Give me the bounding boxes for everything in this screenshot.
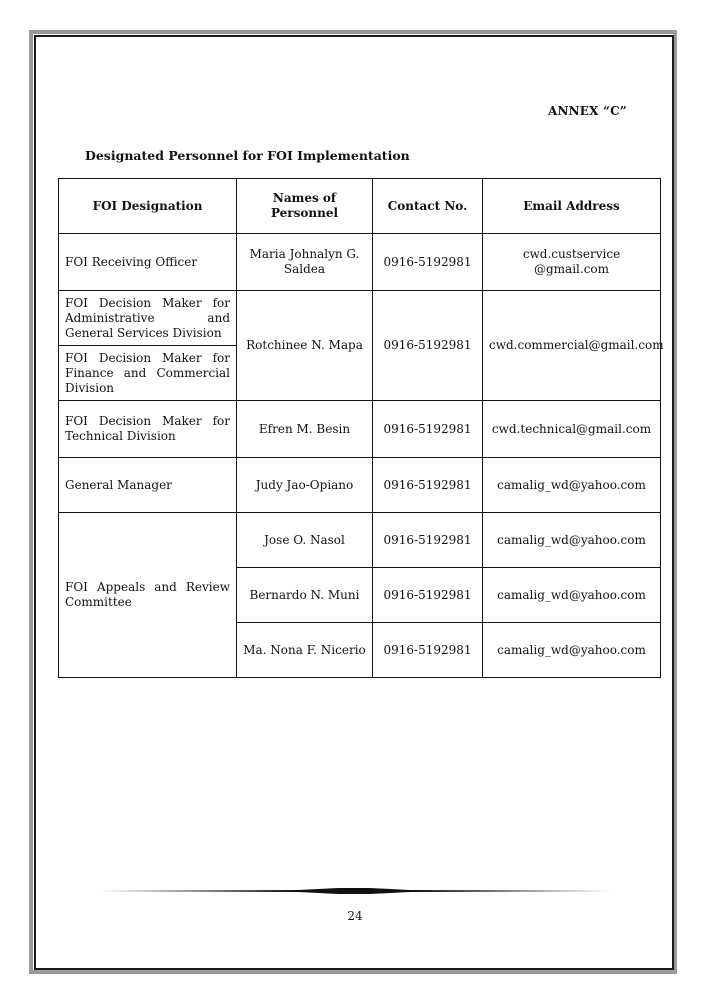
header-foi-designation: FOI Designation <box>59 179 237 234</box>
header-contact-no: Contact No. <box>373 179 483 234</box>
foi-personnel-table <box>58 178 664 678</box>
personnel-name-cell: Judy Jao-Opiano <box>237 458 373 513</box>
email-cell: cwd.custservice @gmail.com <box>483 234 661 291</box>
header-email-address: Email Address <box>483 179 661 234</box>
header-names-of-personnel: Names of Personnel <box>237 179 373 234</box>
personnel-name-cell: Rotchinee N. Mapa <box>237 291 373 401</box>
contact-cell: 0916-5192981 <box>373 513 483 568</box>
contact-cell: 0916-5192981 <box>373 291 483 401</box>
table-row <box>59 401 661 458</box>
designation-cell: FOI Decision Maker for Administrative and General Services Division <box>59 291 237 346</box>
designation-cell: General Manager <box>59 458 237 513</box>
email-cell: camalig_wd@yahoo.com <box>483 623 661 678</box>
designation-cell: FOI Decision Maker for Technical Division <box>59 401 237 458</box>
contact-cell: 0916-5192981 <box>373 568 483 623</box>
designation-cell: FOI Appeals and Review Committee <box>59 513 237 678</box>
table-row <box>59 234 661 291</box>
table-row <box>59 513 661 568</box>
contact-cell: 0916-5192981 <box>373 458 483 513</box>
email-cell: camalig_wd@yahoo.com <box>483 568 661 623</box>
personnel-name-cell: Jose O. Nasol <box>237 513 373 568</box>
contact-cell: 0916-5192981 <box>373 234 483 291</box>
designation-cell: FOI Decision Maker for Finance and Commercial Division <box>59 346 237 401</box>
designation-cell: FOI Receiving Officer <box>59 234 237 291</box>
page-number: 24 <box>347 909 363 923</box>
personnel-name-cell: Efren M. Besin <box>237 401 373 458</box>
email-cell: camalig_wd@yahoo.com <box>483 513 661 568</box>
table-header-row <box>59 179 661 234</box>
contact-cell: 0916-5192981 <box>373 623 483 678</box>
personnel-name-cell: Bernardo N. Muni <box>237 568 373 623</box>
footer-divider <box>98 887 610 895</box>
email-cell: camalig_wd@yahoo.com <box>483 458 661 513</box>
contact-cell: 0916-5192981 <box>373 401 483 458</box>
personnel-name-cell: Maria Johnalyn G. Saldea <box>237 234 373 291</box>
document-title: Designated Personnel for FOI Implementation <box>85 148 410 163</box>
annex-label: ANNEX “C” <box>547 104 627 118</box>
email-cell: cwd.technical@gmail.com <box>483 401 661 458</box>
email-cell: cwd.commercial@gmail.com <box>483 291 661 401</box>
table-row <box>59 291 661 346</box>
table-row <box>59 458 661 513</box>
personnel-name-cell: Ma. Nona F. Nicerio <box>237 623 373 678</box>
